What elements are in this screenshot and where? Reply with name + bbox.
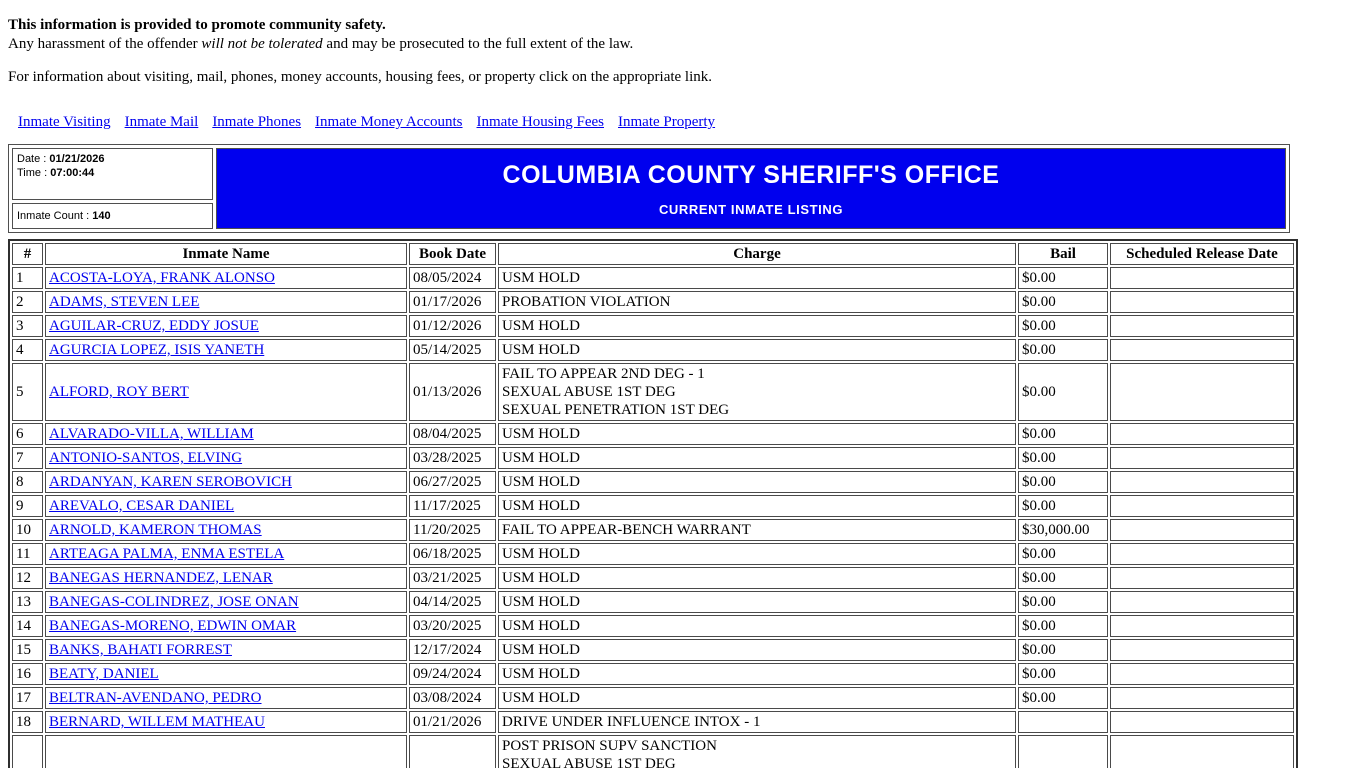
table-row <box>12 267 1294 289</box>
table-row <box>12 471 1294 493</box>
charge-cell <box>498 687 1016 709</box>
inmate-name-link[interactable]: BANEGAS-COLINDREZ, JOSE ONAN <box>49 594 299 610</box>
release-date-cell <box>1110 663 1294 685</box>
charge-line: USM HOLD <box>502 426 580 442</box>
bail-cell: $0.00 <box>1018 447 1108 469</box>
inmate-name-link[interactable]: ANTONIO-SANTOS, ELVING <box>49 450 243 466</box>
inmate-name-cell <box>45 735 407 768</box>
charge-cell <box>498 663 1016 685</box>
charge-line: SEXUAL PENETRATION 1ST DEG <box>502 402 730 418</box>
charge-line: USM HOLD <box>502 546 580 562</box>
charge-cell <box>498 495 1016 517</box>
date-time-box <box>12 148 213 200</box>
charge-cell <box>498 363 1016 421</box>
inmate-name-cell <box>45 567 407 589</box>
bail-cell: $0.00 <box>1018 615 1108 637</box>
inmate-table-body <box>12 267 1294 768</box>
harassment-warning-emphasis: will not be tolerated <box>201 36 323 52</box>
inmate-name-cell <box>45 519 407 541</box>
inmate-name-link[interactable]: BERNARD, WILLEM MATHEAU <box>49 714 265 730</box>
charge-cell <box>498 711 1016 733</box>
table-row <box>12 315 1294 337</box>
inmate-count-value: 140 <box>92 210 111 222</box>
column-header-book-date: Book Date <box>409 243 496 265</box>
inmate-table-header-row <box>12 243 1294 265</box>
charge-cell <box>498 471 1016 493</box>
inmate-name-link[interactable]: ARNOLD, KAMERON THOMAS <box>49 522 262 538</box>
bail-cell: $0.00 <box>1018 687 1108 709</box>
table-row <box>12 447 1294 469</box>
column-header-number: # <box>12 243 43 265</box>
inmate-name-cell <box>45 615 407 637</box>
nav-link-inmate-housing-fees[interactable]: Inmate Housing Fees <box>476 114 604 130</box>
book-date-cell: 01/21/2026 <box>409 711 496 733</box>
release-date-cell <box>1110 339 1294 361</box>
charge-cell <box>498 543 1016 565</box>
time-value: 07:00:44 <box>50 167 95 179</box>
column-header-charge: Charge <box>498 243 1016 265</box>
inmate-name-link[interactable]: BEATY, DANIEL <box>49 666 159 682</box>
book-date-cell: 01/13/2026 <box>409 363 496 421</box>
time-line <box>17 166 208 180</box>
table-row <box>12 711 1294 733</box>
release-date-cell <box>1110 567 1294 589</box>
book-date-cell: 08/04/2025 <box>409 423 496 445</box>
inmate-name-link[interactable]: BANEGAS HERNANDEZ, LENAR <box>49 570 273 586</box>
charge-line: FAIL TO APPEAR-BENCH WARRANT <box>502 522 751 538</box>
book-date-cell: 09/24/2024 <box>409 663 496 685</box>
table-row <box>12 591 1294 613</box>
row-number-cell: 18 <box>12 711 43 733</box>
nav-link-inmate-property[interactable]: Inmate Property <box>618 114 716 130</box>
charge-line: USM HOLD <box>502 474 580 490</box>
inmate-name-link[interactable]: BELTRAN-AVENDANO, PEDRO <box>49 690 262 706</box>
bail-cell: $0.00 <box>1018 315 1108 337</box>
bail-cell: $0.00 <box>1018 423 1108 445</box>
charge-cell <box>498 315 1016 337</box>
charge-line: USM HOLD <box>502 342 580 358</box>
book-date-cell: 11/20/2025 <box>409 519 496 541</box>
book-date-cell: 12/17/2024 <box>409 639 496 661</box>
inmate-name-cell <box>45 471 407 493</box>
charge-line: USM HOLD <box>502 270 580 286</box>
inmate-name-cell <box>45 291 407 313</box>
table-row <box>12 291 1294 313</box>
nav-link-inmate-mail[interactable]: Inmate Mail <box>124 114 199 130</box>
release-date-cell <box>1110 291 1294 313</box>
row-number-cell: 16 <box>12 663 43 685</box>
inmate-name-cell <box>45 543 407 565</box>
row-number-cell: 5 <box>12 363 43 421</box>
inmate-name-link[interactable]: ARDANYAN, KAREN SEROBOVICH <box>49 474 292 490</box>
time-label: Time : <box>17 167 51 179</box>
release-date-cell <box>1110 711 1294 733</box>
inmate-table <box>8 239 1298 768</box>
charge-line: USM HOLD <box>502 666 580 682</box>
table-row <box>12 363 1294 421</box>
inmate-name-link[interactable]: BANKS, BAHATI FORREST <box>49 642 232 658</box>
inmate-name-link[interactable]: ALVARADO-VILLA, WILLIAM <box>49 426 254 442</box>
inmate-info-nav <box>8 114 1366 131</box>
release-date-cell <box>1110 639 1294 661</box>
charge-cell <box>498 447 1016 469</box>
column-header-scheduled-release-date: Scheduled Release Date <box>1110 243 1294 265</box>
charge-line: POST PRISON SUPV SANCTION <box>502 738 717 754</box>
page-title: COLUMBIA COUNTY SHERIFF'S OFFICE <box>502 160 1000 189</box>
charge-cell <box>498 639 1016 661</box>
release-date-cell <box>1110 615 1294 637</box>
bail-cell: $30,000.00 <box>1018 519 1108 541</box>
charge-line: USM HOLD <box>502 690 580 706</box>
release-date-cell <box>1110 363 1294 421</box>
release-date-cell <box>1110 687 1294 709</box>
table-row <box>12 639 1294 661</box>
table-row <box>12 543 1294 565</box>
bail-cell: $0.00 <box>1018 639 1108 661</box>
inmate-name-cell <box>45 687 407 709</box>
inmate-name-cell <box>45 447 407 469</box>
column-header-inmate-name: Inmate Name <box>45 243 407 265</box>
table-row <box>12 495 1294 517</box>
table-row <box>12 663 1294 685</box>
row-number-cell: 14 <box>12 615 43 637</box>
charge-line: DRIVE UNDER INFLUENCE INTOX - 1 <box>502 714 761 730</box>
nav-link-inmate-phones[interactable]: Inmate Phones <box>212 114 302 130</box>
charge-line: USM HOLD <box>502 318 580 334</box>
charge-cell <box>498 591 1016 613</box>
book-date-cell: 06/18/2025 <box>409 543 496 565</box>
charge-cell <box>498 291 1016 313</box>
banner <box>216 148 1286 229</box>
page-header-panel <box>8 144 1290 233</box>
release-date-cell <box>1110 447 1294 469</box>
row-number-cell: 9 <box>12 495 43 517</box>
row-number-cell: 10 <box>12 519 43 541</box>
row-number-cell: 8 <box>12 471 43 493</box>
inmate-name-link[interactable]: BANEGAS-MORENO, EDWIN OMAR <box>49 618 297 634</box>
inmate-name-link[interactable]: ARTEAGA PALMA, ENMA ESTELA <box>49 546 285 562</box>
charge-line: USM HOLD <box>502 450 580 466</box>
book-date-cell: 06/27/2025 <box>409 471 496 493</box>
row-number-cell: 12 <box>12 567 43 589</box>
inmate-count-label: Inmate Count : <box>17 210 93 222</box>
bail-cell: $0.00 <box>1018 267 1108 289</box>
release-date-cell <box>1110 471 1294 493</box>
release-date-cell <box>1110 423 1294 445</box>
charge-cell <box>498 267 1016 289</box>
release-date-cell <box>1110 315 1294 337</box>
nav-link-inmate-visiting[interactable]: Inmate Visiting <box>18 114 111 130</box>
inmate-name-link[interactable]: AGURCIA LOPEZ, ISIS YANETH <box>49 342 265 358</box>
row-number-cell: 17 <box>12 687 43 709</box>
book-date-cell: 05/14/2025 <box>409 339 496 361</box>
table-row <box>12 735 1294 768</box>
link-instructions: For information about visiting, mail, phones, money accounts, housing fees, or property click on the appropriate link. <box>8 69 713 85</box>
charge-line: USM HOLD <box>502 594 580 610</box>
row-number-cell: 6 <box>12 423 43 445</box>
inmate-name-link[interactable]: ADAMS, STEVEN LEE <box>49 294 200 310</box>
charge-line: PROBATION VIOLATION <box>502 294 671 310</box>
inmate-name-cell <box>45 315 407 337</box>
book-date-cell: 03/08/2024 <box>409 687 496 709</box>
charge-line: USM HOLD <box>502 570 580 586</box>
row-number-cell: 4 <box>12 339 43 361</box>
table-row <box>12 423 1294 445</box>
table-row <box>12 615 1294 637</box>
charge-cell <box>498 339 1016 361</box>
charge-cell <box>498 567 1016 589</box>
inmate-name-cell <box>45 711 407 733</box>
inmate-name-cell <box>45 639 407 661</box>
row-number-cell: 2 <box>12 291 43 313</box>
page-subtitle: CURRENT INMATE LISTING <box>658 201 844 217</box>
inmate-name-cell <box>45 423 407 445</box>
book-date-cell: 03/21/2025 <box>409 567 496 589</box>
book-date-cell: 01/17/2026 <box>409 291 496 313</box>
book-date-cell <box>409 735 496 768</box>
release-date-cell <box>1110 267 1294 289</box>
row-number-cell: 15 <box>12 639 43 661</box>
charge-line: USM HOLD <box>502 498 580 514</box>
bail-cell <box>1018 711 1108 733</box>
table-row <box>12 339 1294 361</box>
inmate-name-link[interactable]: AREVALO, CESAR DANIEL <box>49 498 235 514</box>
date-label: Date : <box>17 153 50 165</box>
inmate-name-cell <box>45 591 407 613</box>
table-row <box>12 519 1294 541</box>
inmate-name-link[interactable]: AGUILAR-CRUZ, EDDY JOSUE <box>49 318 259 334</box>
bail-cell: $0.00 <box>1018 591 1108 613</box>
release-date-cell <box>1110 519 1294 541</box>
book-date-cell: 04/14/2025 <box>409 591 496 613</box>
row-number-cell <box>12 735 43 768</box>
bail-cell: $0.00 <box>1018 291 1108 313</box>
table-row <box>12 687 1294 709</box>
row-number-cell: 7 <box>12 447 43 469</box>
book-date-cell: 08/05/2024 <box>409 267 496 289</box>
bail-cell: $0.00 <box>1018 339 1108 361</box>
book-date-cell: 03/20/2025 <box>409 615 496 637</box>
inmate-name-cell <box>45 663 407 685</box>
release-date-cell <box>1110 735 1294 768</box>
release-date-cell <box>1110 495 1294 517</box>
inmate-count-box <box>12 203 213 229</box>
charge-cell <box>498 423 1016 445</box>
book-date-cell: 01/12/2026 <box>409 315 496 337</box>
book-date-cell: 11/17/2025 <box>409 495 496 517</box>
book-date-cell: 03/28/2025 <box>409 447 496 469</box>
bail-cell: $0.00 <box>1018 495 1108 517</box>
inmate-name-cell <box>45 363 407 421</box>
release-date-cell <box>1110 543 1294 565</box>
bail-cell: $0.00 <box>1018 567 1108 589</box>
row-number-cell: 3 <box>12 315 43 337</box>
harassment-warning-prefix: Any harassment of the offender <box>8 36 202 52</box>
bail-cell <box>1018 735 1108 768</box>
inmate-name-cell <box>45 339 407 361</box>
charge-line: FAIL TO APPEAR 2ND DEG - 1 <box>502 366 705 382</box>
charge-cell <box>498 519 1016 541</box>
row-number-cell: 11 <box>12 543 43 565</box>
release-date-cell <box>1110 591 1294 613</box>
inmate-name-link[interactable]: ACOSTA-LOYA, FRANK ALONSO <box>49 270 275 286</box>
bail-cell: $0.00 <box>1018 471 1108 493</box>
date-value: 01/21/2026 <box>49 153 105 165</box>
charge-line: USM HOLD <box>502 618 580 634</box>
charge-cell <box>498 615 1016 637</box>
inmate-name-cell <box>45 267 407 289</box>
charge-line: USM HOLD <box>502 642 580 658</box>
date-line <box>17 152 208 166</box>
charge-cell <box>498 735 1016 768</box>
inmate-name-cell <box>45 495 407 517</box>
row-number-cell: 1 <box>12 267 43 289</box>
nav-link-inmate-money-accounts[interactable]: Inmate Money Accounts <box>315 114 463 130</box>
bail-cell: $0.00 <box>1018 543 1108 565</box>
bail-cell: $0.00 <box>1018 363 1108 421</box>
harassment-warning <box>8 35 1366 54</box>
charge-line: SEXUAL ABUSE 1ST DEG <box>502 756 676 768</box>
safety-notice-heading: This information is provided to promote community safety. <box>8 17 386 33</box>
table-row <box>12 567 1294 589</box>
bail-cell: $0.00 <box>1018 663 1108 685</box>
harassment-warning-suffix: and may be prosecuted to the full extent of the law. <box>322 36 634 52</box>
row-number-cell: 13 <box>12 591 43 613</box>
inmate-name-link[interactable]: ALFORD, ROY BERT <box>49 384 189 400</box>
charge-line: SEXUAL ABUSE 1ST DEG <box>502 384 676 400</box>
column-header-bail: Bail <box>1018 243 1108 265</box>
